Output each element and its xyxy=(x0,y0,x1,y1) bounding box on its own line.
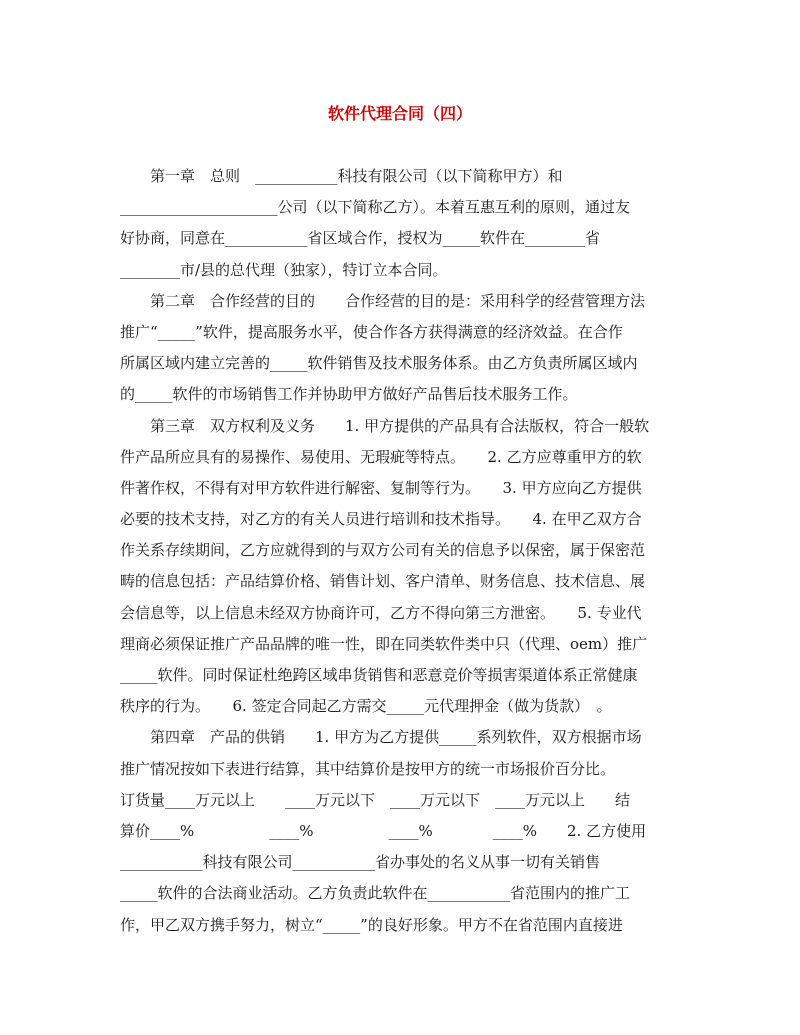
text-line: 第一章 总则 ___________科技有限公司（以下简称甲方）和 xyxy=(120,167,563,185)
text-line: 第四章 产品的供销 1. 甲方为乙方提供_____系列软件，双方根据市场 xyxy=(120,728,642,747)
text-line: 理商必须保证推广产品品牌的唯一性，即在同类软件类中只（代理、oem）推广 xyxy=(120,634,648,653)
text-line: _____________________公司（以下简称乙方）。本着互惠互利的原则，通过友 xyxy=(120,198,631,217)
text-line: 的_____软件的市场销售工作并协助甲方做好产品售后技术服务工作。 xyxy=(120,385,578,404)
text-line: 好协商，同意在___________省区域合作，授权为_____软件在________省 xyxy=(120,229,601,248)
text-line: 会信息等，以上信息未经双方协商许可，乙方不得向第三方泄密。 5. 专业代 xyxy=(120,603,642,622)
text-line: 必要的技术支持，对乙方的有关人员进行培训和技术指导。 4. 在甲乙双方合 xyxy=(120,510,642,529)
text-line: 作关系存续期间，乙方应就得到的与双方公司有关的信息予以保密，属于保密范 xyxy=(120,541,646,560)
text-line: 推广情况按如下表进行结算，其中结算价是按甲方的统一市场报价百分比。 xyxy=(120,759,616,778)
text-line: 订货量____万元以上 ____万元以下 ____万元以下 ____万元以上 结 xyxy=(120,790,631,809)
text-line: ________市/县的总代理（独家），特订立本合同。 xyxy=(120,260,448,279)
text-line: 作，甲乙双方携手努力，树立“_____”的良好形象。甲方不在省范围内直接进 xyxy=(120,915,623,934)
text-line: _____软件的合法商业活动。乙方负责此软件在___________省范围内的推广工 xyxy=(120,884,631,903)
text-line: 算价____% ____% ____% ____% 2. 乙方使用 xyxy=(120,821,647,840)
text-line: 秩序的行为。 6. 签定合同起乙方需交_____元代理押金（做为货款） 。 xyxy=(120,697,612,716)
text-line: 畴的信息包括：产品结算价格、销售计划、客户清单、财务信息、技术信息、展 xyxy=(120,572,646,591)
text-line: 所属区域内建立完善的_____软件销售及技术服务体系。由乙方负责所属区域内 xyxy=(120,354,638,373)
text-line: 第二章 合作经营的目的 合作经营的目的是：采用科学的经营管理方法 xyxy=(120,291,646,310)
text-line: 件著作权，不得有对甲方软件进行解密、复制等行为。 3. 甲方应向乙方提供 xyxy=(120,478,642,497)
document-title: 软件代理合同（四） xyxy=(327,104,472,123)
text-line: 第三章 双方权利及义务 1. 甲方提供的产品具有合法版权，符合一般软 xyxy=(120,416,650,435)
text-line: 推广“_____”软件，提高服务水平，使合作各方获得满意的经济效益。在合作 xyxy=(120,322,623,341)
text-line: _____软件。同时保证杜绝跨区域串货销售和恶意竞价等损害渠道体系正常健康 xyxy=(120,666,638,684)
text-line: ___________科技有限公司___________省办事处的名义从事一切有关销售 xyxy=(120,853,601,872)
text-line: 件产品所应具有的易操作、易使用、无瑕疵等特点。 2. 乙方应尊重甲方的软 xyxy=(120,447,642,466)
document-body xyxy=(120,161,680,941)
